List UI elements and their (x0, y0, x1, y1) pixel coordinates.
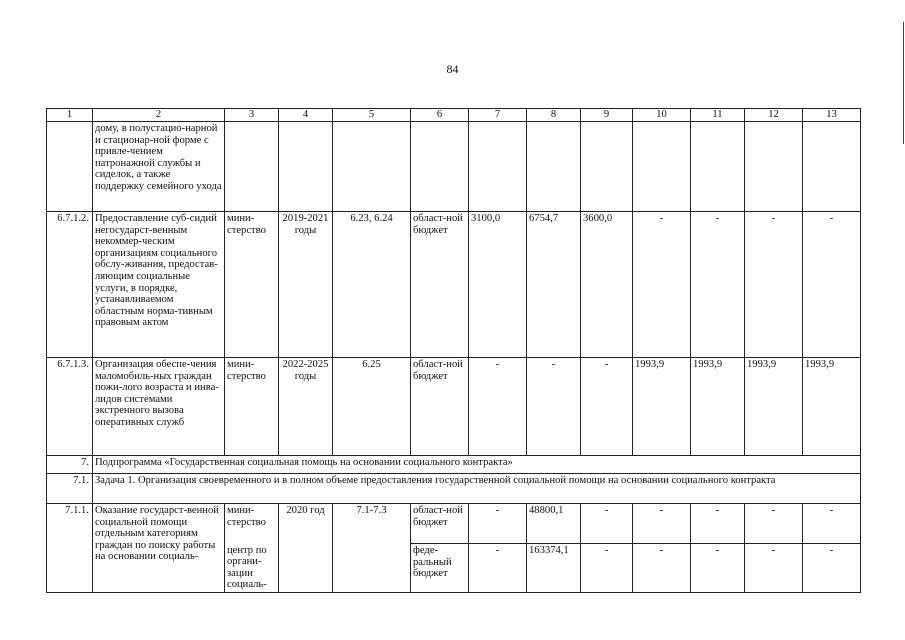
cell-value: - (745, 504, 803, 544)
cell-value: 163374,1 (527, 544, 581, 593)
cell-code: 6.7.1.2. (47, 212, 93, 358)
header-col-6: 6 (411, 109, 469, 122)
cell-value: - (745, 212, 803, 358)
cell-source: област-ной бюджет (411, 212, 469, 358)
cell-value: - (581, 544, 633, 593)
cell-value: - (581, 358, 633, 456)
cell-value: - (581, 504, 633, 544)
cell-source: феде-ральный бюджет (411, 544, 469, 593)
header-col-4: 4 (279, 109, 333, 122)
cell (803, 122, 861, 212)
cell-code (47, 122, 93, 212)
task-title: Задача 1. Организация своевременного и в полном объеме предоставления государственной социальной помощи на основании социального контракта (93, 474, 861, 504)
cell (527, 122, 581, 212)
cell-value: - (633, 544, 691, 593)
cell (333, 122, 411, 212)
header-col-2: 2 (93, 109, 225, 122)
program-table (46, 108, 861, 593)
cell-executor: мини-стерство (225, 358, 279, 456)
cell-value: - (745, 544, 803, 593)
cell-value: - (469, 358, 527, 456)
cell-years: 2019-2021 годы (279, 212, 333, 358)
header-col-8: 8 (527, 109, 581, 122)
cell-years: 2022-2025 годы (279, 358, 333, 456)
cell (411, 122, 469, 212)
cell-source: област-ной бюджет (411, 358, 469, 456)
cell (469, 122, 527, 212)
header-col-7: 7 (469, 109, 527, 122)
cell-indicators: 6.23, 6.24 (333, 212, 411, 358)
cell-value: - (469, 504, 527, 544)
cell-value: 3100,0 (469, 212, 527, 358)
cell (633, 122, 691, 212)
cell-value: - (691, 212, 745, 358)
header-col-3: 3 (225, 109, 279, 122)
cell-years: 2020 год (279, 504, 333, 593)
table-row (47, 358, 861, 456)
table-row (47, 504, 861, 544)
header-col-10: 10 (633, 109, 691, 122)
cell-source: област-ной бюджет (411, 504, 469, 544)
cell-value: - (803, 504, 861, 544)
header-col-12: 12 (745, 109, 803, 122)
cell (581, 122, 633, 212)
subprogram-title: Подпрограмма «Государственная социальная помощь на основании социального контракта» (93, 456, 861, 474)
cell-code: 6.7.1.3. (47, 358, 93, 456)
cell-value: - (803, 544, 861, 593)
cell-value: - (633, 504, 691, 544)
cell-executor: центр по органи-зации социаль- (225, 544, 279, 593)
cell-value: - (633, 212, 691, 358)
header-col-1: 1 (47, 109, 93, 122)
cell (225, 122, 279, 212)
header-col-13: 13 (803, 109, 861, 122)
cell (279, 122, 333, 212)
cell-value: 3600,0 (581, 212, 633, 358)
cell-code: 7. (47, 456, 93, 474)
cell-code: 7.1. (47, 474, 93, 504)
table-row-task (47, 474, 861, 504)
cell-value: - (691, 504, 745, 544)
header-col-9: 9 (581, 109, 633, 122)
table-row-subprogram (47, 456, 861, 474)
cell-value: 1993,9 (745, 358, 803, 456)
cell-indicators: 7.1-7.3 (333, 504, 411, 593)
table-row (47, 122, 861, 212)
table-row (47, 212, 861, 358)
cell-description: Предоставление суб-сидий негосударст-венным некоммер-ческим организациям социального обслу-живания, предостав-ляющим социальные услуги, в порядке, устанавливаемом областным норма-тивным правовым актом (93, 212, 225, 358)
cell-description: дому, в полустацио-нарной и стационар-ной форме с привле-чением патронажной службы и сиделок, а также поддержку семейного ухода (93, 122, 225, 212)
cell-value: 1993,9 (803, 358, 861, 456)
cell-value: - (803, 212, 861, 358)
header-col-11: 11 (691, 109, 745, 122)
header-col-5: 5 (333, 109, 411, 122)
cell-value: 6754,7 (527, 212, 581, 358)
cell-value: 48800,1 (527, 504, 581, 544)
cell-indicators: 6.25 (333, 358, 411, 456)
page-number: 84 (446, 62, 459, 76)
cell (745, 122, 803, 212)
cell-executor: мини-стерство (225, 212, 279, 358)
cell-description: Организация обеспе-чения маломобиль-ных граждан пожи-лого возраста и инва-лидов системами экстренного вызова оперативных служб (93, 358, 225, 456)
header-row (47, 109, 861, 122)
cell (691, 122, 745, 212)
margin-rule (903, 22, 904, 144)
cell-value: 1993,9 (633, 358, 691, 456)
cell-value: - (691, 544, 745, 593)
cell-value: - (469, 544, 527, 593)
cell-value: - (527, 358, 581, 456)
cell-value: 1993,9 (691, 358, 745, 456)
cell-code: 7.1.1. (47, 504, 93, 593)
cell-executor: мини-стерство (225, 504, 279, 544)
cell-description: Оказание государст-венной социальной помощи отдельным категориям граждан по поиску работы на основании социаль- (93, 504, 225, 593)
